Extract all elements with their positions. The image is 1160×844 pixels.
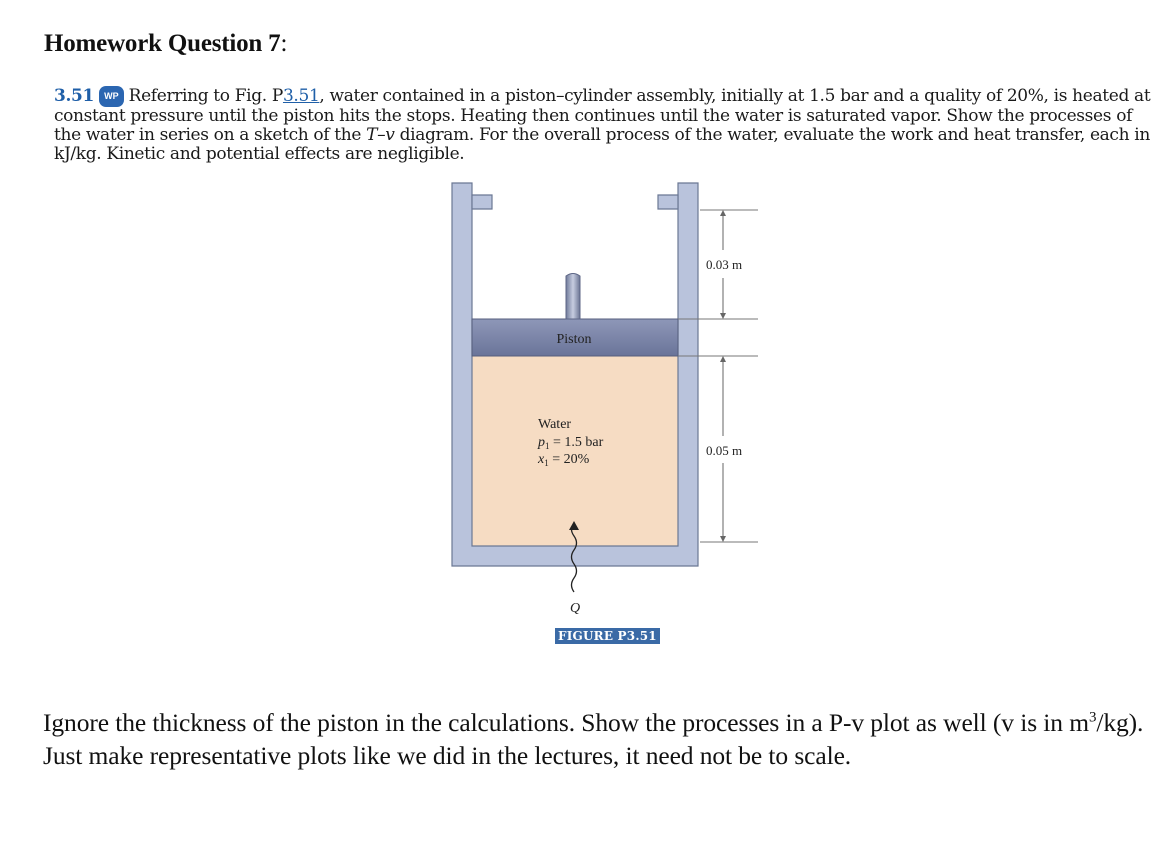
problem-text-3: diagram. For the overall process of the water, evaluate the work and heat transfer, each in kJ/kg. Kinetic and potential effects are negligible. bbox=[54, 125, 1150, 164]
wp-badge: WP bbox=[99, 86, 124, 107]
problem-text-2: , water contained in a piston–cylinder assembly, initially at 1.5 bar and a quality of 20%, is heated at constant pressure until the piston hits the stops. Heating then continues until the water is saturated vapor. Show the processes of the water in series on a sketch of the bbox=[54, 86, 1151, 145]
title-text: Homework Question 7 bbox=[44, 30, 281, 57]
initial-quality-label: $x_1 = 20\%$ bbox=[538, 452, 590, 468]
tv-diagram-term: T–v bbox=[366, 125, 395, 145]
problem-number: 3.51 bbox=[54, 86, 95, 106]
note-text-1: Ignore the thickness of the piston in the calculations. Show the processes in a P-v plot as well (v is in m bbox=[43, 708, 1089, 737]
figure-caption: FIGURE P3.51 bbox=[555, 628, 660, 644]
instruction-note bbox=[43, 706, 1153, 772]
water-region bbox=[472, 356, 678, 546]
piston-label: Piston bbox=[556, 332, 592, 347]
water-label: Water bbox=[538, 417, 572, 432]
note-superscript: 3 bbox=[1088, 709, 1097, 726]
dim-arrow bbox=[720, 356, 726, 362]
dim-arrow bbox=[720, 313, 726, 319]
dim-top-label: 0.03 m bbox=[706, 257, 743, 272]
dim-arrow bbox=[720, 536, 726, 542]
figure-reference-link[interactable]: 3.51 bbox=[282, 86, 320, 106]
note-text-2: /kg). Just make representative plots like we did in the lectures, it need not be to scale. bbox=[43, 708, 1144, 770]
heat-label: Q bbox=[570, 601, 581, 616]
title-colon: : bbox=[280, 30, 288, 57]
initial-pressure-label: $p_1 = 1.5$ bar bbox=[538, 435, 604, 451]
page-title bbox=[44, 30, 287, 58]
dim-arrow bbox=[720, 210, 726, 216]
right-stop bbox=[658, 195, 678, 209]
piston-rod bbox=[566, 274, 580, 320]
left-stop bbox=[472, 195, 492, 209]
piston-cylinder-figure bbox=[440, 178, 770, 618]
problem-text-1: Referring to Fig. P bbox=[128, 86, 283, 106]
dim-bottom-label: 0.05 m bbox=[706, 443, 743, 458]
problem-statement bbox=[54, 86, 1154, 164]
